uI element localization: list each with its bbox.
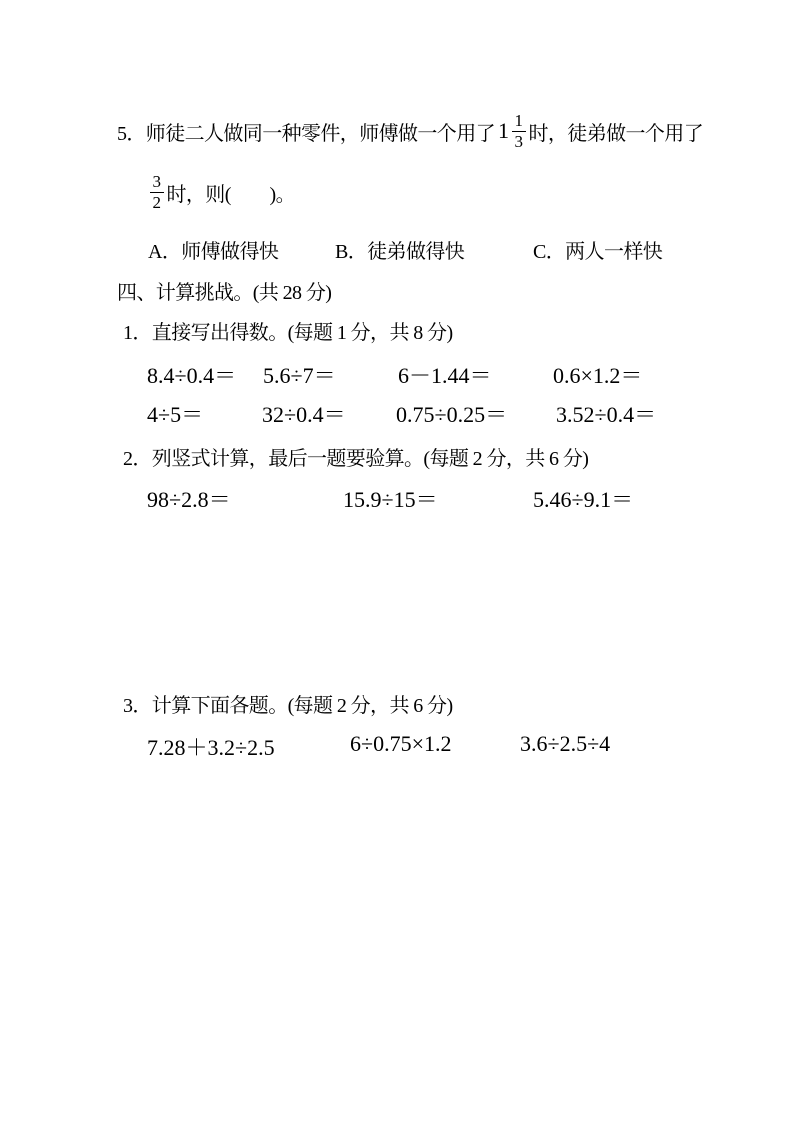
q2-expression-2: 15.9÷15＝ — [343, 487, 438, 512]
q1-title: 1．直接写出得数。(每题 1 分，共 8 分) — [123, 322, 453, 344]
fraction-numerator: 1 — [512, 112, 526, 132]
question5-stem-text-cont: 时，徒弟做一个用了 — [528, 122, 704, 145]
q1-expression-r1c2: 5.6÷7＝ — [263, 363, 336, 388]
question5-stem-text: 5．师徒二人做同一种零件，师傅做一个用了 — [117, 122, 495, 145]
q1-expression-r1c4: 0.6×1.2＝ — [553, 363, 643, 388]
fraction-denominator: 3 — [514, 131, 523, 151]
q1-expression-r2c2: 32÷0.4＝ — [262, 402, 346, 427]
fraction-numerator: 3 — [150, 173, 164, 193]
mixed-number-whole: 1 — [498, 118, 509, 143]
q2-title: 2．列竖式计算，最后一题要验算。(每题 2 分，共 6 分) — [123, 448, 589, 470]
fraction-denominator: 2 — [152, 192, 161, 212]
q1-expression-r2c4: 3.52÷0.4＝ — [556, 402, 657, 427]
q1-expression-r2c3: 0.75÷0.25＝ — [396, 402, 508, 427]
q1-expression-r1c3: 6－1.44＝ — [398, 363, 492, 388]
question5-answer-blank-text: 时，则( )。 — [166, 183, 296, 206]
q2-expression-1: 98÷2.8＝ — [147, 487, 231, 512]
option-c: C．两人一样快 — [533, 241, 663, 263]
q1-expression-r1c1: 8.4÷0.4＝ — [147, 363, 237, 388]
q1-expression-r2c1: 4÷5＝ — [147, 402, 204, 427]
option-b: B．徒弟做得快 — [335, 241, 465, 263]
q3-expression-3: 3.6÷2.5÷4 — [520, 731, 611, 756]
q3-expression-1: 7.28＋3.2÷2.5 — [147, 735, 275, 760]
fraction-three-halves — [150, 173, 164, 212]
question5-stem-line1 — [117, 106, 703, 156]
q2-expression-3: 5.46÷9.1＝ — [533, 487, 634, 512]
q3-expression-2: 6÷0.75×1.2 — [350, 731, 452, 756]
q3-title: 3．计算下面各题。(每题 2 分，共 6 分) — [123, 695, 453, 717]
section-heading: 四、计算挑战。(共 28 分) — [117, 282, 332, 304]
option-a: A．师傅做得快 — [148, 241, 279, 263]
fraction-one-third — [512, 112, 526, 151]
question5-stem-line2 — [147, 167, 295, 217]
